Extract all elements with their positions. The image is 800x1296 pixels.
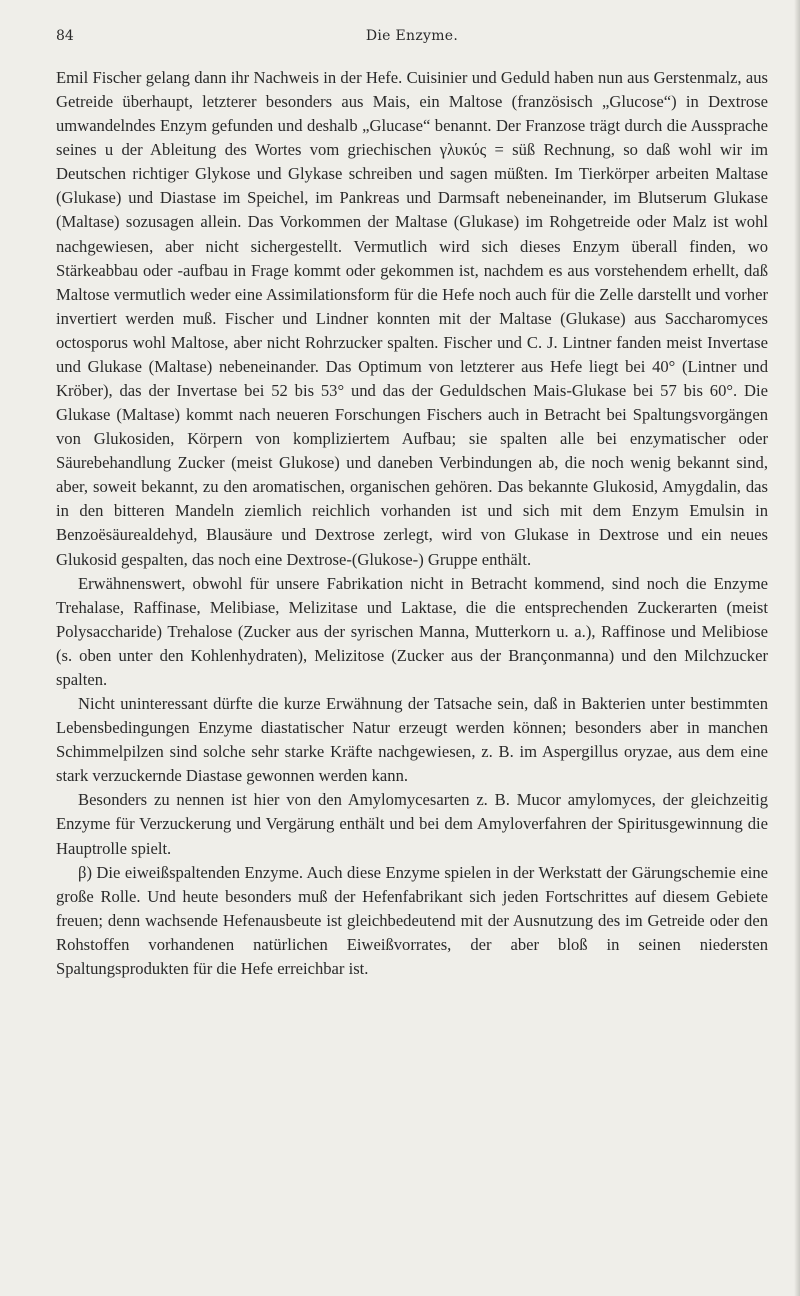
paragraph-amylomyces: Besonders zu nennen ist hier von den Amylomycesarten z. B. Mucor amylomyces, der gleichzeitig Enzyme für Verzuckerung und Vergärung enthält und bei dem Amyloverfahren der Spiritusgewinnung die Hauptrolle spielt. [56,790,768,858]
running-title: Die Enzyme. [365,28,459,44]
body-text [56,66,768,981]
page-edge-shadow [794,0,800,1296]
paragraph-other-enzymes: Erwähnenswert, obwohl für unsere Fabrikation nicht in Betracht kommend, sind noch die Enzyme Trehalase, Raffinase, Melibiase, Melizitase und Laktase, die die entsprechenden Zuckerarten (meist Polysaccharide) Trehalose (Zucker aus der syrischen Manna, Mutterkorn u. a.), Raffinose und Melibiose (s. oben unter den Kohlenhydraten), Melizitose (Zucker aus der Brançonmanna) und den Milchzucker spalten. [56,573,768,689]
page-number: 84 [56,28,74,44]
paragraph-glukase: Emil Fischer gelang dann ihr Nachweis in der Hefe. Cuisinier und Geduld haben nun aus Gerstenmalz, aus Getreide überhaupt, letzterer besonders aus Mais, ein Maltose (französisch „Glucose“) in Dextrose umwandelndes Enzym gefunden und deshalb „Glucase“ benannt. Der Franzose trägt durch die Aussprache seines u der Ableitung des Wortes vom griechischen γλυκύς = süß Rechnung, so daß wohl wir im Deutschen richtiger Glykose und Glykase schreiben und sagen müßten. Im Tierkörper arbeiten Maltase (Glukase) und Diastase im Speichel, im Pankreas und Darmsaft nebeneinander, im Blutserum Glukase (Maltase) sozusagen allein. Das Vorkommen der Maltase (Glukase) im Rohgetreide oder Malz ist wohl nachgewiesen, aber nicht sichergestellt. Vermutlich wird sich dieses Enzym überall finden, wo Stärkeabbau oder -aufbau in Frage kommt oder gekommen ist, nachdem es aus vorstehendem erhellt, daß Maltose vermutlich weder eine Assimilationsform für die Hefe noch auch für die Zelle darstellt und vorher invertiert werden muß. Fischer und Lindner konnten mit der Maltase (Glukase) aus Saccharomyces octosporus wohl Maltose, aber nicht Rohrzucker spalten. Fischer und C. J. Lintner fanden meist Invertase und Glukase (Maltase) nebeneinander. Das Optimum von letzterer aus Hefe liegt bei 40° (Lintner und Kröber), das der Invertase bei 52 bis 53° und das der Geduldschen Mais-Glukase bei 57 bis 60°. Die Glukase (Maltase) kommt nach neueren Forschungen Fischers auch in Betracht bei Spaltungsvorgängen von Glukosiden, Körpern von kompliziertem Aufbau; sie spalten alle bei enzymatischer oder Säurebehandlung Zucker (meist Glukose) und daneben Verbindungen ab, die noch wenig bekannt sind, aber, soweit bekannt, zu den aromatischen, organischen gehören. Das bekannte Glukosid, Amygdalin, das in den bitteren Mandeln ziemlich reichlich vorhanden ist und sich mit dem Enzym Emulsin in Benzoësäurealdehyd, Blausäure und Dextrose zerlegt, wird von Glukase in Dextrose und ein neues Glukosid gespalten, das noch eine Dextrose-(Glukose-) Gruppe enthält. [56,68,768,569]
page-header [56,26,768,52]
paragraph-protein-enzymes: β) Die eiweißspaltenden Enzyme. Auch diese Enzyme spielen in der Werkstatt der Gärungschemie eine große Rolle. Und heute besonders muß der Hefenfabrikant sich jeden Fortschrittes auf diesem Gebiete freuen; denn wachsende Hefenausbeute ist gleichbedeutend mit der Ausnutzung des im Getreide oder den Rohstoffen vorhandenen natürlichen Eiweißvorrates, der aber bloß in seinen niedersten Spaltungsprodukten für die Hefe erreichbar ist. [56,862,768,978]
paragraph-bacteria: Nicht uninteressant dürfte die kurze Erwähnung der Tatsache sein, daß in Bakterien unter bestimmten Lebensbedingungen Enzyme diastatischer Natur erzeugt werden können; besonders aber in manchen Schimmelpilzen sind solche sehr starke Kräfte nachgewiesen, z. B. im Aspergillus oryzae, aus dem eine stark verzuckernde Diastase gewonnen werden kann. [56,694,768,786]
